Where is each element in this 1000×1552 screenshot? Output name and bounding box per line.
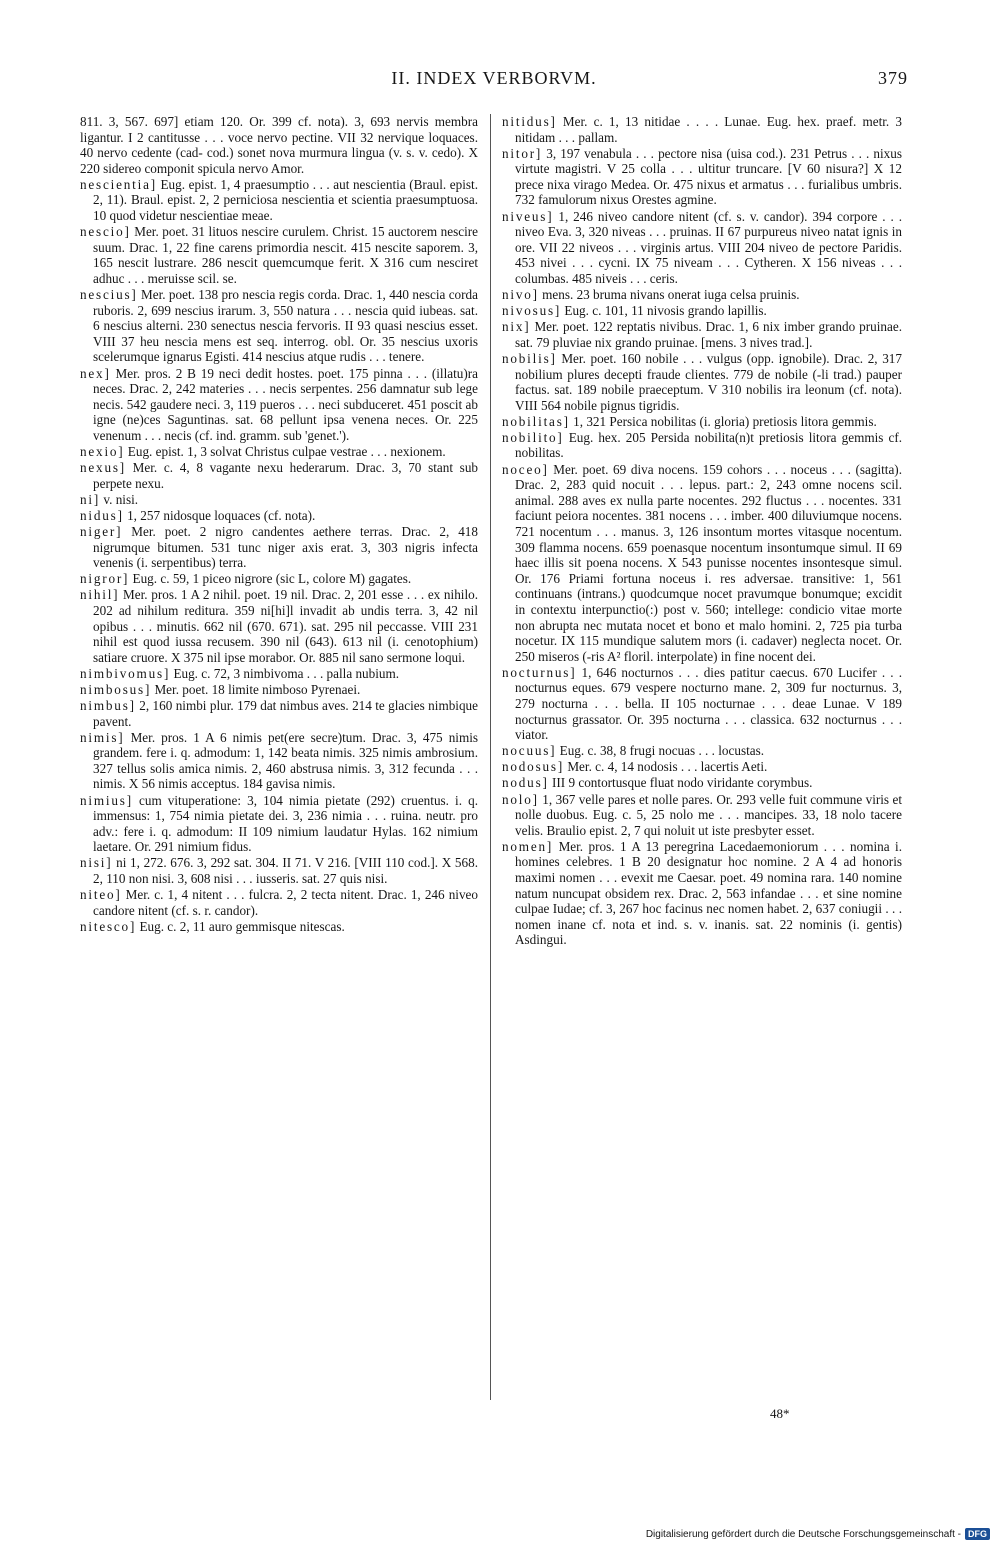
- entry-text: 1, 321 Persica nobilitas (i. gloria) pretiosis litora gemmis.: [573, 413, 877, 429]
- index-entry: [80, 444, 478, 460]
- dfg-logo: DFG: [965, 1528, 990, 1540]
- entry-lemma: nimbosus]: [80, 681, 152, 697]
- entry-text: v. nisi.: [103, 491, 139, 507]
- entry-lemma: niteo]: [80, 887, 122, 903]
- entry-text: cum vituperatione: 3, 104 nimia pietate (292) cruentus. i. q. immensus: 1, 754 nimia pietate dei. 3, 236 nimia . . . ruina. neutr. pro adv.: fere i. q. admodum: II 109 nimium laudatur Hylas. 162 nimium laetare. Or. 291 nimium fidus.: [93, 792, 478, 855]
- entry-lemma: nocturnus]: [502, 664, 577, 680]
- entry-lemma: nimbivomus]: [80, 665, 171, 681]
- index-entry: [80, 177, 478, 224]
- index-entry: [80, 114, 478, 176]
- index-entry: [502, 665, 902, 743]
- entry-text: Mer. poet. 69 diva nocens. 159 cohors . . . noceus . . . (sagitta). Drac. 2, 283 quid nocuit . . . lepus. part.: 2, 243 omne nocens scil. animal. 288 aves ex nulla parte nocentes. 292 fluctus . . . nocentes. 331 faciunt peiora nocentes. 381 nocens . . . imber. 400 diluviumque nocens. 721 nocentum . . . manus. 3, 126 insontum mortes vitasque nocentum. 309 flamma nocens. 659 poenasque nocentum insontumque simul. II 69 haec illis sit poena nocens. X 543 punisse nocentes insontesque simul. Or. 176 Priami fortuna noceus i. res adversae. transitive: 1, 561 continuans (intrans.) quodcumque nocet pravumque bonumque; excidit in contextu interpunctio(:) post v. 560; intellege: condicio vitae morte non abrupta nec mutata nocet et bono et malo homini. 2, 725 pia turba nocetur. IX 115 mundique salutem mors (i. cadaver) neglecta nocet. Or. 250 miseros (-ris A² floril. interpolate) in fine nocent dei.: [515, 461, 902, 664]
- index-entry: [80, 730, 478, 792]
- index-entry: [502, 209, 902, 287]
- index-entry: [80, 571, 478, 587]
- index-entry: [502, 775, 902, 791]
- index-entry: [502, 839, 902, 948]
- index-entry: [80, 887, 478, 918]
- index-entry: [502, 146, 902, 208]
- index-entry: [80, 366, 478, 444]
- entry-text: Mer. c. 1, 4 nitent . . . fulcra. 2, 2 tecta nitent. Drac. 1, 246 niveo candore nitent (cf. s. r. candor).: [93, 887, 478, 918]
- entry-text: Eug. epist. 1, 4 praesumptio . . . aut nescientia (Braul. epist. 2, 11). Braul. epist. 2, 2 perniciosa nescientia et scientia praesumptuosa. 10 quod videtur nescientiae meae.: [93, 176, 478, 224]
- footer-text: Digitalisierung gefördert durch die Deutsche Forschungsgemeinschaft -: [645, 1528, 961, 1540]
- index-entry: [80, 287, 478, 365]
- entry-lemma: nescientia]: [80, 176, 157, 192]
- entry-text: Mer. c. 1, 13 nitidae . . . . Lunae. Eug. hex. praef. metr. 3 nitidam . . . pallam.: [515, 114, 902, 145]
- entry-lemma: nihil]: [80, 587, 120, 603]
- entry-lemma: nigror]: [80, 571, 130, 587]
- index-entry: [502, 287, 902, 303]
- entry-text: Eug. hex. 205 Persida nobilita(n)t pretiosis litora gemmis cf. nobilitas.: [515, 429, 902, 461]
- index-entry: [502, 114, 902, 145]
- entry-text: Eug. epist. 1, 3 solvat Christus culpae vestrae . . . nexionem.: [127, 443, 446, 459]
- index-entry: [80, 855, 478, 886]
- entry-lemma: nobilis]: [502, 350, 557, 366]
- entry-text: mens. 23 bruma nivans onerat iuga celsa pruinis.: [542, 287, 800, 303]
- entry-lemma: noceo]: [502, 461, 549, 477]
- entry-lemma: nimbus]: [80, 697, 136, 713]
- entry-text: 1, 367 velle pares et nolle pares. Or. 293 velle fuit commune viris et nolle duobus. Eug. c. 5, 25 nolo me . . . mancipes. 33, 18 nolo tacere velis. Braulio epist. 2, 7 qui noluit ut iste presbyter esset.: [515, 791, 902, 838]
- entry-text: Mer. pros. 1 A 2 nihil. poet. 19 nil. Drac. 2, 201 esse . . . ex nihilo. 202 ad nihilum reditura. 359 ni[hi]l invadit ab undis terra. 3, 42 nil opibus . . . minutis. 662 nil (670. 671). sat. 295 nil peccasse. VIII 231 nihil est quod iussa recusem. 390 nil (643). 613 nil (i. cenotophium) satiare cruore. X 375 nil ipse morabor. Or. 885 nil sano sermone loqui.: [93, 587, 478, 665]
- entry-lemma: niger]: [80, 523, 123, 539]
- entry-lemma: nodus]: [502, 775, 549, 791]
- index-entry: [80, 587, 478, 665]
- entry-text: Mer. pros. 1 A 6 nimis pet(ere secre)tum. Drac. 3, 475 nimis grandem. fere i. q. admodum: 1, 142 beata nimis. 325 nimis ambrosium. 327 tellus solis amica nimis. 2, 460 abstrusa nimis. 3, 312 fecunda . . . nimis. X 56 nimis acceptus. 184 gavisa nimis.: [93, 729, 478, 792]
- entry-lemma: nimis]: [80, 729, 125, 745]
- index-entry: [80, 919, 478, 935]
- entry-text: Mer. poet. 2 nigro candentes aethere terras. Drac. 2, 418 nigrumque bitumen. 531 tunc niger axis erat. 3, 303 nigris infecta venenis (i. serpentibus) terra.: [93, 523, 478, 571]
- entry-lemma: nexio]: [80, 443, 125, 459]
- entry-text: Eug. c. 38, 8 frugi nocuas . . . locustas.: [559, 743, 765, 759]
- index-entry: [502, 351, 902, 413]
- entry-text: Eug. c. 2, 11 auro gemmisque nitescas.: [139, 918, 345, 934]
- entry-text: Mer. poet. 138 pro nescia regis corda. Drac. 1, 440 nescia corda ruboris. 2, 699 nescius irarum. 3, 550 natura . . . nescia quid iubeas. sat. 6 nescius alterni. 230 senectus nescia fervoris. II 93 quasi nescius esset. VIII 37 heu nescia mens est seq. interrog. obl. Or. 35 nescius uxoris scelerumque ignarus Egisti. 414 nescius atque rudis . . . tenere.: [93, 287, 478, 365]
- entry-text: Mer. poet. 31 lituos nescire curulem. Christ. 15 auctorem nescire suum. Drac. 1, 22 fine carens primordia nescit. 415 nescite saporem. 3, 165 nescit lustrare. 286 nescit quemcumque ferit. X 316 cum nesciret adhuc . . . meruisse scil. se.: [93, 224, 478, 286]
- left-column: [80, 114, 478, 1400]
- entry-lemma: nodosus]: [502, 759, 565, 775]
- index-entry: [80, 508, 478, 524]
- entry-lemma: nivo]: [502, 287, 539, 303]
- index-entry: [80, 492, 478, 508]
- index-entry: [502, 303, 902, 319]
- entry-lemma: nitidus]: [502, 114, 557, 129]
- entry-lemma: nivosus]: [502, 303, 562, 319]
- signature-mark: 48*: [770, 1406, 790, 1421]
- entry-text: 2, 160 nimbi plur. 179 dat nimbus aves. 214 te glacies nimbique pavent.: [93, 697, 478, 729]
- entry-lemma: nex]: [80, 365, 111, 381]
- page-header: [80, 68, 908, 94]
- index-entry: [502, 430, 902, 461]
- digitization-footer: [646, 1526, 990, 1542]
- index-entry: [80, 793, 478, 855]
- running-title: II. INDEX VERBORVM.: [391, 68, 597, 88]
- entry-lemma: nix]: [502, 319, 531, 335]
- entry-lemma: nomen]: [502, 838, 554, 854]
- index-entry: [502, 743, 902, 759]
- entry-lemma: niveus]: [502, 208, 554, 224]
- entry-text: Mer. pros. 1 A 13 peregrina Lacedaemoniorum . . . nomina i. homines celebres. 1 B 20 designatur hoc nomine. 2 A 4 ad honoris maximi nomen . . . evexit me Caesar. poet. 49 nomina rara. 140 nomine natum nuncupat obsidem rex. Drac. 2, 563 infandae . . . et sine nomine culpae Iudae; cf. 3, 267 hoc facinus nec nomen habet. 2, 637 coniugii . . . nomen inane cf. nota et ind. s. v. inanis. sat. 22 nominis (i. gentis) Asdingui.: [515, 838, 902, 948]
- entry-lemma: nisi]: [80, 855, 113, 871]
- index-entry: [80, 698, 478, 729]
- entry-lemma: nescius]: [80, 287, 138, 303]
- entry-text: 811. 3, 567. 697] etiam 120. Or. 399 cf. nota). 3, 693 nervis membra ligantur. I 2 cantitusse . . . voce nervo pectine. VII 32 nervique loquaces. 40 nervo cedente (cad- cod.) sonet nova murmura lingua (v. s. v. cedo). X 220 sidereo componit spicula nervo Amor.: [80, 114, 478, 176]
- entry-text: Mer. c. 4, 14 nodosis . . . lacertis Aeti.: [567, 759, 768, 775]
- entry-lemma: ni]: [80, 491, 101, 507]
- entry-lemma: nolo]: [502, 791, 539, 807]
- entry-text: Mer. poet. 160 nobile . . . vulgus (opp. ignobile). Drac. 2, 317 nobilium plures decepti fraude clientes. 779 de nobile (-li trad.) pauper factus. sat. 189 nobile praeceptum. V 310 nobilis ira leonum (cf. nota). VIII 564 nobile pignus tigridis.: [515, 350, 902, 413]
- index-entry: [80, 460, 478, 491]
- entry-text: Eug. c. 72, 3 nimbivoma . . . palla nubium.: [173, 665, 400, 681]
- page-number: 379: [878, 68, 908, 88]
- entry-text: ni 1, 272. 676. 3, 292 sat. 304. II 71. V 216. [VIII 110 cod.]. X 568. 2, 110 non nisi. 3, 608 nisi . . . iusseris. sat. 27 quis nisi.: [93, 855, 478, 886]
- entry-text: Eug. c. 59, 1 piceo nigrore (sic L, colore M) gagates.: [132, 571, 412, 587]
- index-entry: [502, 414, 902, 430]
- column-divider: [490, 114, 491, 1400]
- index-entry: [80, 682, 478, 698]
- entry-text: Mer. poet. 122 reptatis nivibus. Drac. 1, 6 nix imber grando pruinae. sat. 79 pluviae nix grando pruinae. [mens. 3 nives trad.].: [515, 319, 902, 350]
- entry-lemma: nobilitas]: [502, 413, 570, 429]
- index-entry: [502, 319, 902, 350]
- entry-text: 1, 646 nocturnos . . . dies patitur caecus. 670 Lucifer . . . nocturnus eques. 679 vespere nocturno mane. 2, 309 fur nocturnus. 3, 279 nocturna . . . bella. II 105 nocturnae . . . deae Lunae. V 189 nocturnus grassator. Or. 395 nocturna . . . classica. 632 nocturnus . . . viator.: [515, 664, 902, 743]
- entry-text: 1, 257 nidosque loquaces (cf. nota).: [127, 507, 316, 523]
- entry-lemma: nocuus]: [502, 743, 557, 759]
- entry-lemma: nitor]: [502, 145, 543, 161]
- entry-text: Mer. c. 4, 8 vagante nexu hederarum. Drac. 3, 70 stant sub perpete nexu.: [93, 460, 478, 491]
- entry-lemma: nobilito]: [502, 429, 564, 445]
- entry-lemma: nexus]: [80, 460, 126, 476]
- index-entry: [502, 792, 902, 839]
- index-entry: [80, 524, 478, 571]
- entry-text: Eug. c. 101, 11 nivosis grando lapillis.: [564, 303, 767, 319]
- entry-lemma: nimius]: [80, 792, 133, 808]
- entry-text: 3, 197 venabula . . . pectore nisa (uisa cod.). 231 Petrus . . . nixus virtute magistri. V 25 colla . . . ultitur truncare. [V 60 nisura?] X 12 prece nixa virago Medea. Or. 475 nixus et armatus . . . furialibus umbris. 732 famulorum nixus Orestes agmine.: [515, 145, 902, 208]
- index-entry: [80, 224, 478, 286]
- entry-text: Mer. poet. 18 limite nimboso Pyrenaei.: [154, 681, 361, 697]
- entry-text: III 9 contortusque fluat nodo viridante corymbus.: [552, 775, 813, 791]
- entry-lemma: nidus]: [80, 507, 124, 523]
- entry-text: Mer. pros. 2 B 19 neci dedit hostes. poet. 175 pinna . . . (illatu)ra neces. Drac. 2, 242 materies . . . necis serpentes. 256 damnatur sub lege necis. 542 gaudere neci. 3, 119 pueros . . . neci subduceret. 451 poscit ab igne (ne)ces Saguntinas. sat. 68 pellunt ipsa venena neces. Or. 225 venenum . . . necis (cf. ind. gramm. sub 'genet.').: [93, 365, 478, 443]
- entry-lemma: nescio]: [80, 224, 131, 240]
- entry-lemma: nitesco]: [80, 918, 137, 934]
- index-entry: [80, 666, 478, 682]
- entry-text: 1, 246 niveo candore nitent (cf. s. v. candor). 394 corpore . . . niveo Eva. 3, 320 niveas . . . pruinas. II 67 purpureus niveo natat ignis in ore. VII 22 niveos . . . virginis artus. VIII 204 niveo de pectore Paridis. 453 nivei . . . cycni. IX 75 niveam . . . Cytheren. X 156 niveas . . . columbas. 485 niveis . . . ceris.: [515, 208, 902, 286]
- index-entry: [502, 462, 902, 665]
- right-column: [502, 114, 902, 1400]
- index-entry: [502, 759, 902, 775]
